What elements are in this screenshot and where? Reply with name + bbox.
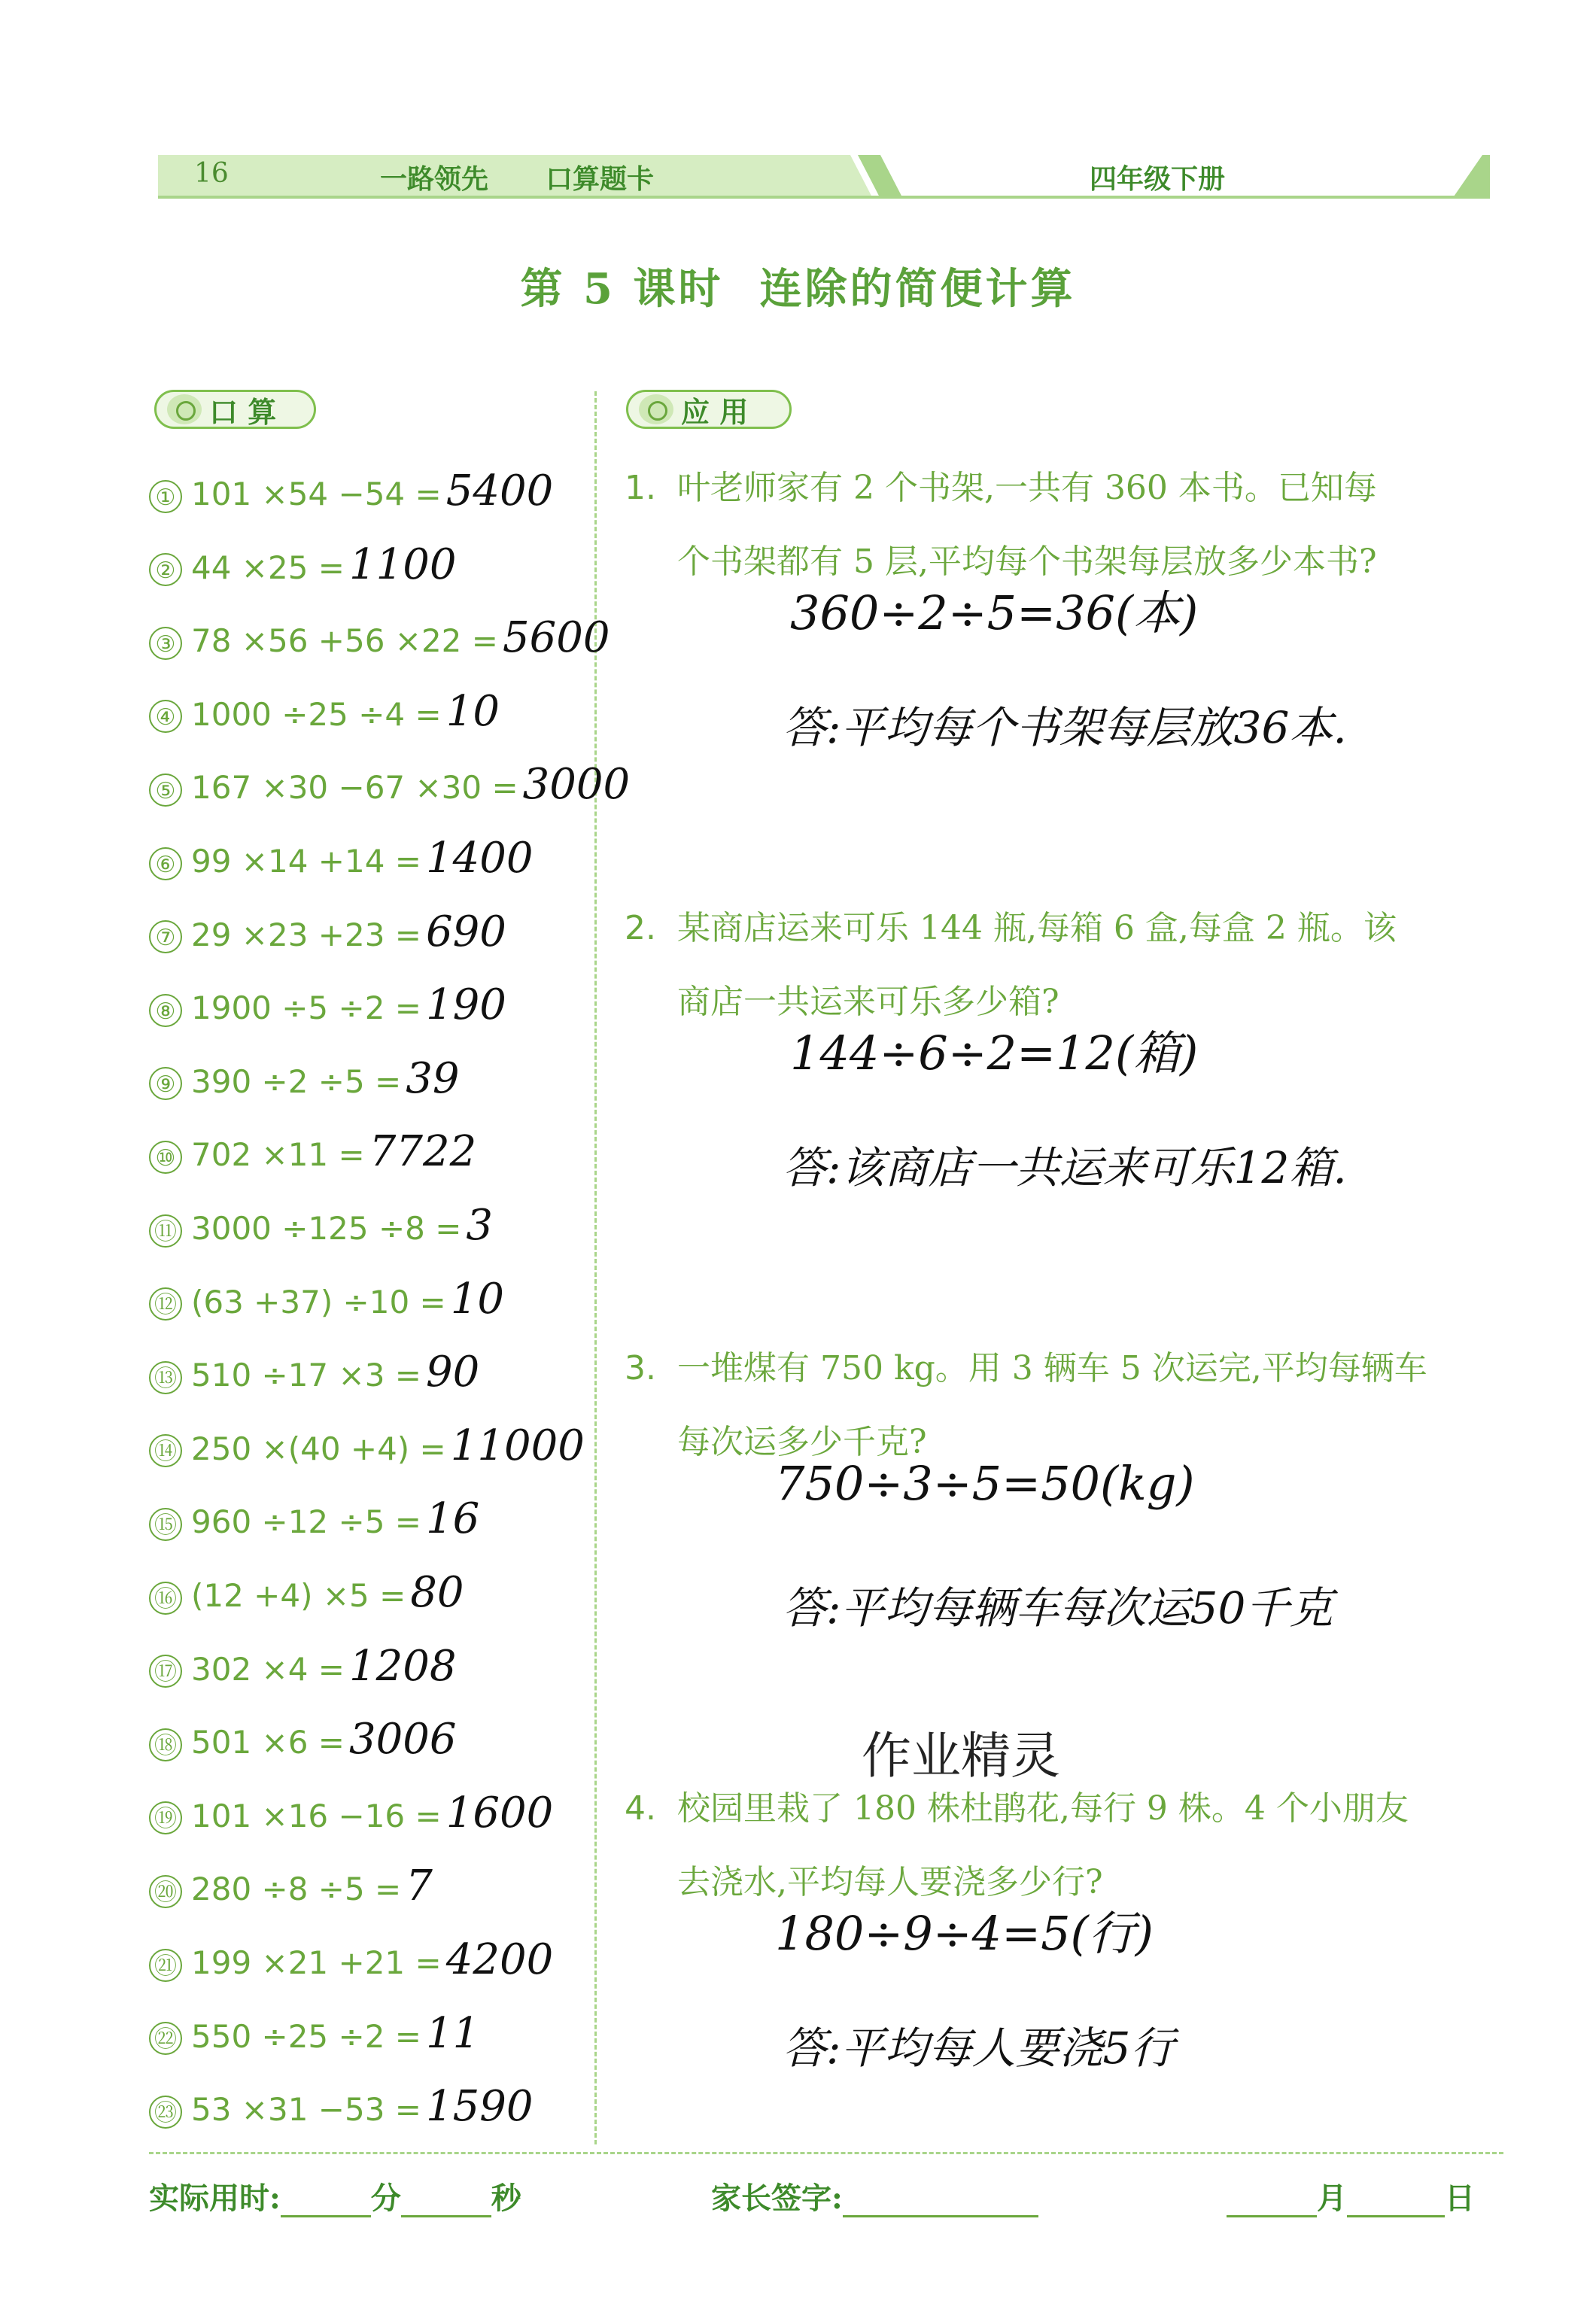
solution-answer[interactable]: 答:平均每辆车每次运50千克 (783, 1582, 1333, 1634)
oral-answer[interactable]: 190 (425, 980, 506, 1030)
oral-item (149, 907, 506, 956)
item-number: ⑬ (149, 1361, 182, 1394)
oral-answer[interactable]: 80 (410, 1568, 464, 1617)
oral-answer[interactable]: 1600 (445, 1788, 554, 1837)
problem-number: 3. (625, 1349, 656, 1387)
item-number: ⑨ (149, 1067, 182, 1100)
oral-item (149, 613, 610, 662)
oral-answer[interactable]: 3006 (348, 1715, 457, 1764)
problem-number: 4. (625, 1789, 656, 1828)
problem-text: 校园里栽了 180 株杜鹃花,每行 9 株。4 个小朋友 (677, 1789, 1409, 1828)
second-label: 秒 (491, 2181, 521, 2216)
oral-item (149, 2009, 479, 2058)
oral-question: 53 ×31 −53 = (191, 2091, 421, 2129)
oral-question: 1900 ÷5 ÷2 = (191, 989, 421, 1027)
oral-question: 302 ×4 = (191, 1650, 345, 1688)
oral-question: 501 ×6 = (191, 1724, 345, 1761)
oral-question: 702 ×11 = (191, 1136, 365, 1174)
lesson-topic: 连除的简便计算 (759, 264, 1076, 314)
oral-answer[interactable]: 90 (425, 1348, 480, 1397)
month-blank[interactable] (1227, 2188, 1317, 2217)
oral-answer[interactable]: 690 (425, 907, 506, 956)
oral-item (149, 540, 457, 589)
solution-equation[interactable]: 180÷9÷4=5(行) (775, 1906, 1154, 1961)
item-number: ㉑ (149, 1949, 182, 1982)
minute-blank[interactable] (281, 2188, 371, 2217)
problem-line-1 (625, 892, 1505, 965)
oral-item (149, 834, 533, 883)
oral-item (149, 1642, 457, 1691)
time-used-field (149, 2175, 521, 2217)
problem-line-2: 个书架都有 5 层,平均每个书架每层放多少本书? (677, 543, 1377, 581)
oral-answer[interactable]: 7 (406, 1862, 433, 1911)
solution-equation[interactable]: 360÷2÷5=36(本) (790, 585, 1199, 640)
oral-item (149, 980, 506, 1029)
problem-text: 一堆煤有 750 kg。用 3 辆车 5 次运完,平均每辆车 (677, 1349, 1427, 1387)
minute-label: 分 (370, 2181, 401, 2216)
oral-answer[interactable]: 39 (406, 1053, 460, 1103)
homework-stamp: 作业精灵 (862, 1727, 1060, 1785)
oral-question: 29 ×23 +23 = (191, 916, 421, 953)
oral-item (149, 1421, 585, 1470)
problem-number: 1. (625, 469, 656, 507)
item-number: ⑧ (149, 994, 182, 1027)
oral-item (149, 1348, 479, 1397)
oral-answer[interactable]: 11 (425, 2008, 480, 2058)
oral-item (149, 1054, 460, 1103)
solution-answer[interactable]: 答:平均每人要浇5行 (783, 2023, 1175, 2074)
oral-item (149, 1201, 493, 1250)
oral-question: (12 +4) ×5 = (191, 1577, 406, 1614)
oral-item (149, 1275, 504, 1324)
oral-question: 101 ×54 −54 = (191, 476, 442, 512)
solution-answer[interactable]: 答:该商店一共运来可乐12箱. (783, 1142, 1347, 1193)
problem-line-1 (625, 1772, 1505, 1846)
item-number: ① (149, 480, 182, 513)
item-number: ⑥ (149, 847, 182, 880)
oral-question: 3000 ÷125 ÷8 = (191, 1210, 462, 1247)
oral-answer[interactable]: 10 (445, 686, 500, 736)
problem-text: 叶老师家有 2 个书架,一共有 360 本书。已知每 (677, 469, 1377, 507)
lesson-label: 第 5 课时 (520, 264, 724, 314)
oral-item (149, 1862, 433, 1910)
oral-question: 960 ÷12 ÷5 = (191, 1503, 421, 1541)
abacus-icon (167, 394, 202, 424)
item-number: ⑮ (149, 1508, 182, 1541)
item-number: ③ (149, 627, 182, 660)
oral-answer[interactable]: 5400 (445, 467, 554, 515)
date-field (1227, 2175, 1475, 2217)
application-section-tab (626, 390, 792, 429)
oral-question: 1000 ÷25 ÷4 = (191, 695, 442, 733)
grade-label: 四年级下册 (1090, 163, 1226, 195)
oral-item (149, 1127, 476, 1176)
item-number: ⑯ (149, 1582, 182, 1615)
item-number: ④ (149, 700, 182, 733)
oral-question: 78 ×56 +56 ×22 = (191, 622, 498, 660)
oral-question: 250 ×(40 +4) = (191, 1430, 446, 1467)
oral-answer[interactable]: 3000 (522, 760, 631, 810)
card-name: 口算题卡 (546, 163, 655, 195)
item-number: ⑳ (149, 1875, 182, 1908)
series-name: 一路领先 (380, 163, 489, 195)
month-label: 月 (1317, 2181, 1347, 2216)
time-used-label: 实际用时: (149, 2181, 281, 2216)
oral-answer[interactable]: 10 (450, 1274, 504, 1324)
footer-divider (149, 2152, 1503, 2154)
header-band (158, 155, 1490, 199)
oral-question: 99 ×14 +14 = (191, 843, 421, 880)
oral-question: 167 ×30 −67 ×30 = (191, 769, 518, 807)
application-tab-label: 应 用 (681, 394, 749, 429)
oral-answer[interactable]: 5600 (502, 613, 610, 663)
parent-signature-blank[interactable] (843, 2188, 1038, 2217)
solution-equation[interactable]: 144÷6÷2=12(箱) (790, 1026, 1199, 1080)
item-number: ⑰ (149, 1655, 182, 1688)
oral-item (149, 2082, 533, 2131)
problem-text: 某商店运来可乐 144 瓶,每箱 6 盒,每盒 2 瓶。该 (677, 909, 1397, 947)
lesson-title (0, 256, 1596, 316)
oral-item (149, 1568, 464, 1617)
oral-answer[interactable]: 4200 (445, 1935, 554, 1984)
item-number: ⑫ (149, 1287, 182, 1321)
day-label: 日 (1445, 2181, 1475, 2216)
oral-item (149, 1715, 457, 1764)
item-number: ⑦ (149, 920, 182, 953)
oral-question: 44 ×25 = (191, 549, 345, 586)
oral-item (149, 467, 553, 515)
oral-item (149, 1789, 553, 1837)
oral-question: 101 ×16 −16 = (191, 1797, 442, 1834)
problem-line-1 (625, 451, 1505, 525)
item-number: ② (149, 553, 182, 586)
problem-line-2: 商店一共运来可乐多少箱? (677, 983, 1059, 1021)
item-number: ⑱ (149, 1728, 182, 1761)
item-number: ⑤ (149, 774, 182, 807)
oral-answer[interactable]: 1100 (348, 539, 457, 589)
problem-line-2: 每次运多少千克? (677, 1423, 927, 1461)
gear-icon (639, 394, 673, 424)
oral-answer[interactable]: 11000 (450, 1421, 585, 1470)
solution-answer[interactable]: 答:平均每个书架每层放36本. (783, 702, 1347, 753)
item-number: ⑪ (149, 1214, 182, 1248)
oral-answer[interactable]: 1208 (348, 1641, 457, 1691)
item-number: ⑲ (149, 1801, 182, 1834)
oral-answer[interactable]: 3 (466, 1201, 494, 1250)
oral-answer[interactable]: 1590 (425, 2082, 534, 2132)
page-number: 16 (194, 158, 229, 189)
oral-answer[interactable]: 16 (425, 1494, 480, 1544)
solution-equation[interactable]: 750÷3÷5=50(kg) (775, 1456, 1195, 1511)
parent-signature-field (711, 2175, 1038, 2217)
oral-question: 390 ÷2 ÷5 = (191, 1062, 402, 1100)
oral-question: 280 ÷8 ÷5 = (191, 1871, 402, 1908)
parent-sign-label: 家长签字: (711, 2181, 843, 2216)
second-blank[interactable] (401, 2188, 491, 2217)
oral-question: (63 +37) ÷10 = (191, 1283, 446, 1321)
oral-item (149, 687, 500, 736)
oral-answer[interactable]: 1400 (425, 834, 534, 883)
oral-question: 510 ÷17 ×3 = (191, 1357, 421, 1394)
problem-number: 2. (625, 909, 656, 947)
oral-answer[interactable]: 7722 (369, 1127, 477, 1177)
oral-item (149, 1935, 553, 1984)
oral-tab-label: 口 算 (209, 394, 277, 429)
day-blank[interactable] (1347, 2188, 1445, 2217)
oral-question: 199 ×21 +21 = (191, 1944, 442, 1981)
item-number: ㉒ (149, 2022, 182, 2055)
item-number: ㉓ (149, 2096, 182, 2129)
oral-section-tab (154, 390, 316, 429)
oral-item (149, 1494, 479, 1543)
problem-line-1 (625, 1332, 1505, 1406)
oral-question: 550 ÷25 ÷2 = (191, 2017, 421, 2055)
item-number: ⑩ (149, 1141, 182, 1174)
problem-line-2: 去浇水,平均每人要浇多少行? (677, 1863, 1103, 1901)
oral-item (149, 760, 630, 809)
item-number: ⑭ (149, 1434, 182, 1467)
